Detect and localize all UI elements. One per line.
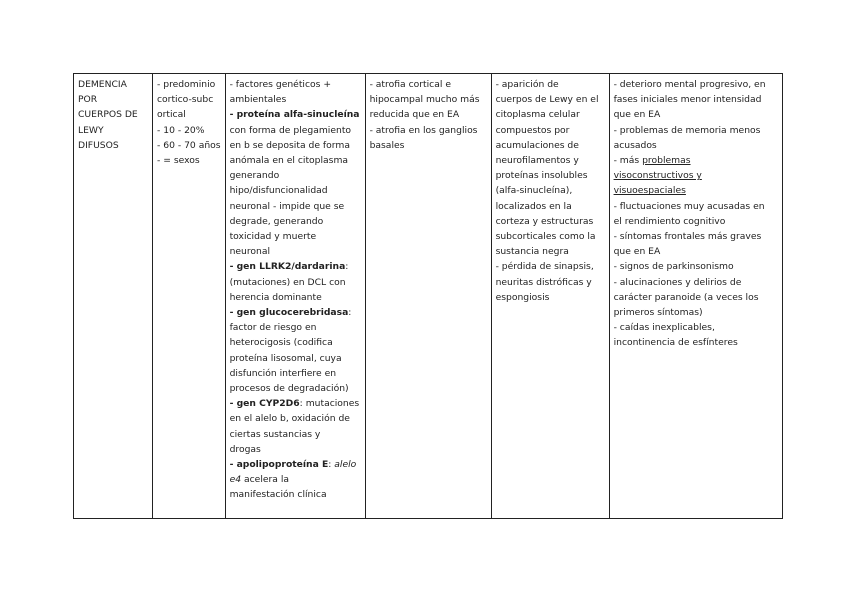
text-line: visuoespaciales xyxy=(613,185,686,197)
text-line: compuestos por xyxy=(495,124,570,136)
text-line: - fluctuaciones muy acusadas en xyxy=(613,200,765,212)
text-line: - 10 - 20% xyxy=(157,124,205,136)
text-fragment: : xyxy=(328,459,332,471)
text-line: acusados xyxy=(613,139,657,151)
text-line: corteza y estructuras xyxy=(495,215,594,227)
text-line: neurofilamentos y xyxy=(495,155,579,167)
text-line: el rendimiento cognitivo xyxy=(613,215,726,227)
text-line: que en EA xyxy=(613,109,661,121)
dementia-table xyxy=(73,73,783,519)
text-line xyxy=(230,305,361,320)
text-line: neuronal - impide que se xyxy=(229,200,345,212)
text-line: - = sexos xyxy=(157,155,200,167)
text-line: disfunción interfiere en xyxy=(229,367,337,379)
text-line xyxy=(230,259,361,274)
text-line: - problemas de memoria menos xyxy=(613,124,761,136)
text-line: subcorticales como la xyxy=(495,231,596,243)
text-line: degrade, generando xyxy=(229,215,324,227)
text-line: - aparición de xyxy=(495,79,559,90)
underlined-term: problemas xyxy=(642,155,691,167)
text-line: incontinencia de esfínteres xyxy=(613,337,738,349)
text-line: factor de riesgo en xyxy=(229,322,317,334)
text-line: LEWY xyxy=(78,124,104,136)
text-line: localizados en la xyxy=(495,200,572,212)
text-line: visoconstructivos y xyxy=(613,170,702,182)
text-line: basales xyxy=(369,139,405,151)
cell-symptoms xyxy=(609,74,782,519)
cell-epidemiology xyxy=(153,74,226,519)
text-line: sustancia negra xyxy=(495,246,569,258)
text-fragment: : xyxy=(345,261,349,273)
text-line: con forma de plegamiento xyxy=(229,124,352,136)
text-line: herencia dominante xyxy=(229,291,322,303)
text-line: DEMENCIA xyxy=(78,79,127,90)
text-line: - caídas inexplicables, xyxy=(613,322,715,334)
text-line: ambientales xyxy=(229,94,287,106)
text-line: en b se deposita de forma xyxy=(229,139,350,151)
text-line: citoplasma celular xyxy=(495,109,580,121)
text-line: generando xyxy=(229,170,280,182)
text-line: - deterioro mental progresivo, en xyxy=(613,79,766,90)
table-row xyxy=(74,74,783,519)
text-line: proteínas insolubles xyxy=(495,170,588,182)
text-line: - predominio xyxy=(157,79,216,90)
text-line: - síntomas frontales más graves xyxy=(613,231,762,243)
text-line: CUERPOS DE xyxy=(78,109,138,121)
text-line: ortical xyxy=(157,109,186,121)
text-line: ciertas sustancias y xyxy=(229,428,321,440)
text-line: proteína lisosomal, cuya xyxy=(229,352,342,364)
text-fragment: : xyxy=(348,307,352,319)
text-line: reducida que en EA xyxy=(369,109,460,121)
text-line: toxicidad y muerte xyxy=(229,231,317,243)
text-line: - pérdida de sinapsis, xyxy=(495,261,594,273)
text-line xyxy=(614,153,778,168)
text-line: acumulaciones de xyxy=(495,139,579,151)
text-line: carácter paranoide (a veces los xyxy=(613,291,759,303)
text-line: - 60 - 70 años xyxy=(157,139,221,151)
text-line: cuerpos de Lewy en el xyxy=(495,94,599,106)
text-line: - alucinaciones y delirios de xyxy=(613,276,742,288)
text-line xyxy=(230,457,361,472)
italic-term: alelo xyxy=(334,459,357,471)
text-line: neuronal xyxy=(229,246,271,258)
text-line: drogas xyxy=(229,443,261,455)
text-line: - signos de parkinsonismo xyxy=(613,261,734,273)
text-line: en el alelo b, oxidación de xyxy=(229,413,350,425)
bold-term: - gen glucocerebridasa xyxy=(229,307,349,319)
text-line xyxy=(230,472,361,487)
text-fragment: acelera la xyxy=(243,474,290,486)
text-line: que en EA xyxy=(613,246,661,258)
text-fragment: - más xyxy=(613,155,640,167)
cell-brain-atrophy xyxy=(365,74,491,519)
text-line: POR xyxy=(78,94,98,106)
text-line: anómala en el citoplasma xyxy=(229,155,349,167)
text-line: DIFUSOS xyxy=(78,139,119,151)
cell-neuropathology xyxy=(491,74,609,519)
bold-term: - apolipoproteína E xyxy=(229,459,329,471)
text-line: - factores genéticos + xyxy=(229,79,332,90)
cell-disease-name xyxy=(74,74,153,519)
text-line: primeros síntomas) xyxy=(613,307,703,319)
text-line: hipocampal mucho más xyxy=(369,94,480,106)
text-line: - atrofia en los ganglios xyxy=(369,124,478,136)
text-line: cortico-subc xyxy=(157,94,214,106)
text-line: - atrofia cortical e xyxy=(369,79,451,90)
bold-term: - gen LLRK2/dardarina xyxy=(229,261,346,273)
text-line: fases iniciales menor intensidad xyxy=(613,94,762,106)
text-line: manifestación clínica xyxy=(229,489,327,501)
bold-term: - gen CYP2D6 xyxy=(229,398,300,410)
text-line: heterocigosis (codifica xyxy=(229,337,333,349)
text-line: (mutaciones) en DCL con xyxy=(229,276,346,288)
text-line: neuritas distróficas y xyxy=(495,276,592,288)
text-line xyxy=(230,396,361,411)
text-line: hipo/disfuncionalidad xyxy=(229,185,328,197)
text-line: (alfa-sinucleína), xyxy=(495,185,573,197)
italic-term: e4 xyxy=(229,474,242,486)
text-fragment: : mutaciones xyxy=(299,398,360,410)
text-line: procesos de degradación) xyxy=(229,383,349,395)
text-line: espongiosis xyxy=(495,291,550,303)
cell-etiology xyxy=(225,74,365,519)
text-line: - proteína alfa-sinucleína xyxy=(229,109,360,121)
